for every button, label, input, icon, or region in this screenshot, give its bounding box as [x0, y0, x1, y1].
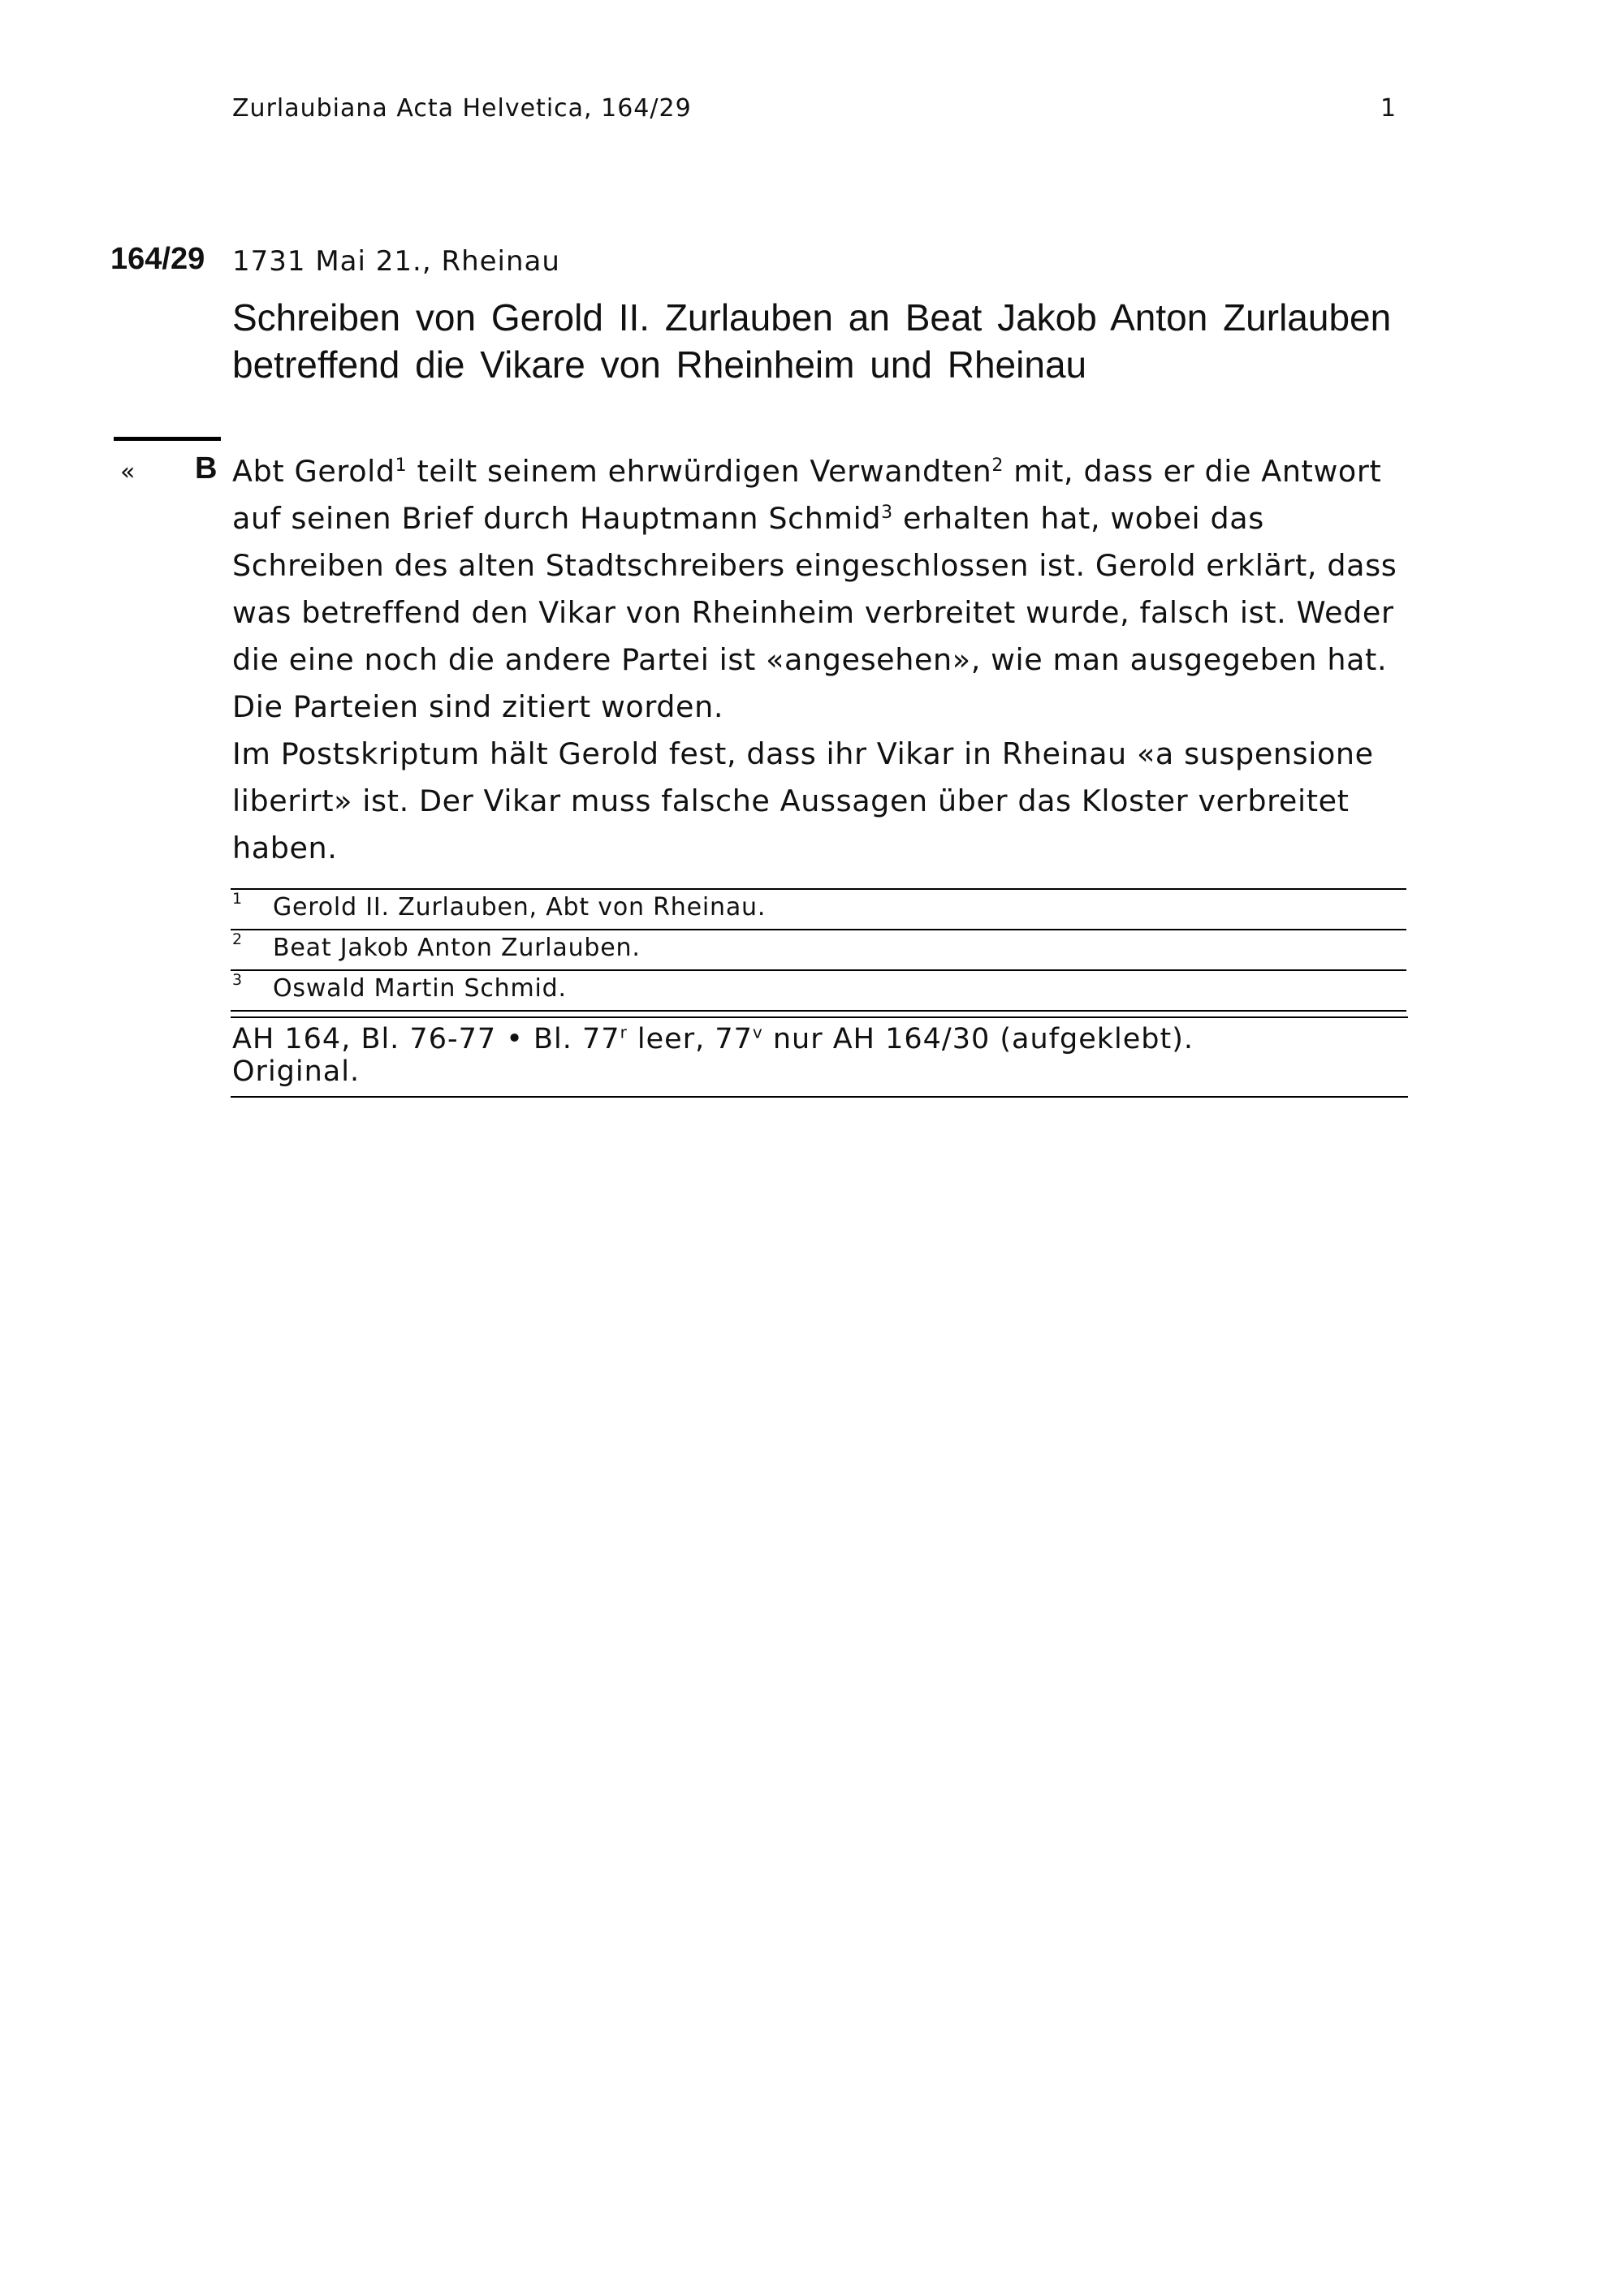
summary-paragraph-2: Im Postskriptum hält Gerold fest, dass ihr Vikar in Rheinau «a suspensione liberirt» ist. Der Vikar muss falsche Aussagen über das Kloster verbreitet haben. — [232, 736, 1374, 865]
footnote-number: 3 — [232, 971, 243, 989]
source-reference — [231, 1016, 1408, 1098]
footnote-number: 1 — [232, 890, 243, 908]
footnote — [231, 930, 1406, 971]
source-text-segment: leer, 77 — [627, 1023, 753, 1055]
footnote-ref-3[interactable]: 3 — [881, 502, 893, 523]
page-number: 1 — [1380, 94, 1397, 123]
document-title: Schreiben von Gerold II. Zurlauben an Beat Jakob Anton Zurlauben betreffend die Vikare von Rheinheim und Rheinau — [232, 296, 1392, 386]
running-header-title: Zurlaubiana Acta Helvetica, 164/29 — [232, 94, 692, 123]
footnote-number: 2 — [232, 930, 243, 948]
source-text-segment: AH 164, Bl. 76-77 • Bl. 77 — [232, 1023, 620, 1055]
footnote-text: Beat Jakob Anton Zurlauben. — [273, 934, 641, 962]
document-number: 164/29 — [110, 242, 205, 276]
margin-rule — [114, 437, 221, 441]
verso-marker: v — [752, 1022, 763, 1042]
footnote-text: Oswald Martin Schmid. — [273, 974, 567, 1003]
document-type-letter: B — [195, 451, 218, 486]
summary-text-segment: Abt Gerold — [232, 454, 395, 489]
summary-text-segment: erhalten hat, wobei das Schreiben des alten Stadtschreibers eingeschlossen ist. Gerold erklärt, dass was betreffend den Vikar von Rheinheim verbreitet wurde, falsch ist. Weder die eine noch die andere Partei ist «angesehen», wie man ausgegeben hat. Die Parteien sind zitiert worden. — [232, 501, 1397, 724]
footnote-ref-2[interactable]: 2 — [991, 455, 1004, 476]
footnote — [231, 971, 1406, 1012]
source-line-1 — [232, 1023, 1408, 1055]
summary-paragraph-1 — [232, 448, 1410, 731]
recto-marker: r — [620, 1022, 628, 1042]
summary-text — [232, 448, 1410, 872]
source-text-segment: nur AH 164/30 (aufgeklebt). — [762, 1023, 1194, 1055]
footnote — [231, 890, 1406, 930]
source-line-2: Original. — [232, 1055, 361, 1088]
summary-text-segment: mit, dass er die Antwort auf seinen Brief durch Hauptmann Schmid — [232, 454, 1382, 536]
footnotes-section — [231, 888, 1406, 1012]
summary-text-segment: teilt seinem ehrwürdigen Verwandten — [407, 454, 992, 489]
footnote-ref-1[interactable]: 1 — [395, 455, 408, 476]
document-date-place: 1731 Mai 21., Rheinau — [232, 245, 560, 278]
margin-marker: « — [120, 458, 136, 486]
footnote-text: Gerold II. Zurlauben, Abt von Rheinau. — [273, 893, 767, 921]
